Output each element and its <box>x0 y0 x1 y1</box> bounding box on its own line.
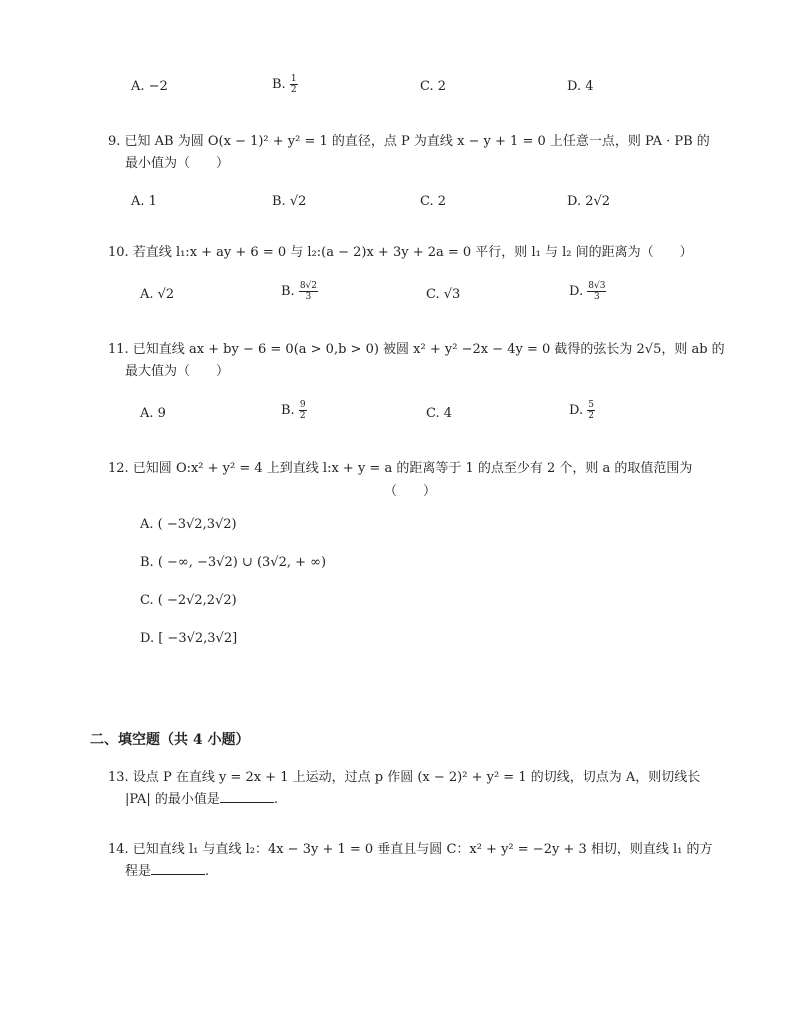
q11-option-d <box>569 400 595 421</box>
question-10 <box>108 242 693 264</box>
q8-option-b-fraction: $\frac{1}{2}$ <box>290 74 297 95</box>
q13-stem-line2 <box>108 789 700 811</box>
q13-stem-line1: 13. 设点 P 在直线 y = 2x + 1 上运动，过点 p 作圆 (x − 2)² + y² = 1 的切线，切点为 A，则切线长 <box>108 770 701 785</box>
q9-stem-line2: 最小值为（ ） <box>125 156 230 171</box>
q12-option-c: C. ( −2√2,2√2) <box>140 593 237 608</box>
q8-option-d: D. 4 <box>567 79 594 94</box>
section-2-title: 二、填空题（共 4 小题） <box>90 732 250 748</box>
q8-option-a: A. −2 <box>131 79 168 94</box>
q9-option-c: C. 2 <box>420 194 447 209</box>
q11-stem-line2: 最大值为（ ） <box>125 364 230 379</box>
q11-option-b <box>281 400 307 421</box>
q11-option-a: A. 9 <box>140 406 166 421</box>
q10-stem-line1: 10. 若直线 l₁:x + ay + 6 = 0 与 l₂:(a − 2)x + 3y + 2a = 0 平行，则 l₁ 与 l₂ 间的距离为（ ） <box>108 245 693 260</box>
q10-option-a: A. √2 <box>140 287 175 302</box>
q14-answer-blank[interactable] <box>151 862 205 875</box>
q8-option-b <box>272 74 298 95</box>
q9-option-d: D. 2√2 <box>567 194 611 209</box>
q12-stem-line2: （ ） <box>384 484 437 499</box>
q12-option-b: B. ( −∞, −3√2) ∪ (3√2, + ∞) <box>140 555 327 570</box>
question-9 <box>108 131 710 175</box>
q10-option-d-fraction: $\frac{8√3}{3}$ <box>588 281 606 302</box>
q12-stem-line1: 12. 已知圆 O:x² + y² = 4 上到直线 l:x + y = a 的距离等于 1 的点至少有 2 个，则 a 的取值范围为 <box>108 461 693 476</box>
q11-option-d-label: D. <box>569 403 584 418</box>
q10-option-d-label: D. <box>569 284 584 299</box>
q10-option-c: C. √3 <box>426 287 461 302</box>
q13-answer-blank[interactable] <box>220 790 274 803</box>
q10-option-b-fraction: $\frac{8√2}{3}$ <box>299 281 318 302</box>
q11-option-c: C. 4 <box>426 406 453 421</box>
q10-option-b <box>281 281 318 302</box>
q14-stem-line2-text: 程是 <box>125 864 152 879</box>
q11-stem-line1: 11. 已知直线 ax + by − 6 = 0(a > 0,b > 0) 被圆 x² + y² −2x − 4y = 0 截得的弦长为 2√5，则 ab 的 <box>108 342 725 357</box>
q11-option-b-label: B. <box>281 403 295 418</box>
q14-stem-line2 <box>108 861 713 883</box>
q11-option-b-fraction: $\frac{9}{2}$ <box>299 400 306 421</box>
q9-stem-line1: 9. 已知 AB 为圆 O(x − 1)² + y² = 1 的直径，点 P 为直线 x − y + 1 = 0 上任意一点，则 PA · PB 的 <box>108 134 710 149</box>
question-13 <box>108 767 700 811</box>
q14-stem-line1: 14. 已知直线 l₁ 与直线 l₂：4x − 3y + 1 = 0 垂直且与圆 C：x² + y² = −2y + 3 相切，则直线 l₁ 的方 <box>108 842 713 857</box>
question-12 <box>108 458 692 480</box>
q10-option-d <box>569 281 606 302</box>
q8-option-c: C. 2 <box>420 79 447 94</box>
q13-stem-line2-text: |PA| 的最小值是 <box>125 792 220 807</box>
q9-option-b: B. √2 <box>272 194 307 209</box>
q9-option-a: A. 1 <box>131 194 157 209</box>
q11-option-d-fraction: $\frac{5}{2}$ <box>588 400 594 421</box>
q12-option-a: A. ( −3√2,3√2) <box>140 517 237 532</box>
question-11 <box>108 339 725 383</box>
q14-stem-line2-end: . <box>205 864 210 879</box>
q8-option-b-label: B. <box>272 77 286 92</box>
question-14 <box>108 839 713 883</box>
q12-option-d: D. [ −3√2,3√2] <box>140 631 238 646</box>
q13-stem-line2-end: . <box>273 792 278 807</box>
q10-option-b-label: B. <box>281 284 295 299</box>
